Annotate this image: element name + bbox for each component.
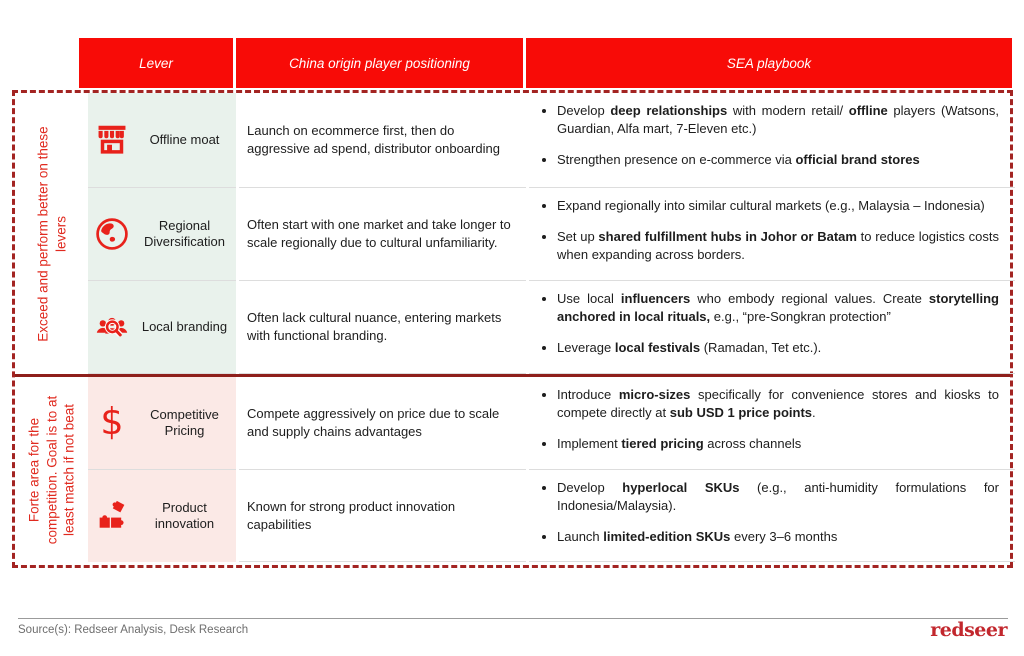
zone-exceed-label-area xyxy=(15,93,88,374)
people-search-icon xyxy=(93,308,131,346)
lever-label: Offline moat xyxy=(149,131,220,147)
playbook-bullet: • Develop hyperlocal SKUs (e.g., anti-humidity formulations for Indonesia/Malaysia). xyxy=(557,479,999,515)
redseer-logo: redseer xyxy=(930,619,1007,641)
positioning-cell: Often lack cultural nuance, entering markets with functional branding. xyxy=(239,281,526,374)
lever-cell xyxy=(88,188,236,281)
positioning-cell: Often start with one market and take longer to scale regionally due to cultural unfamiliarity. xyxy=(239,188,526,281)
playbook-bullet: • Leverage local festivals (Ramadan, Tet etc.). xyxy=(557,339,999,357)
footer-divider xyxy=(18,618,1008,619)
table-row xyxy=(88,188,1015,281)
playbook-bullet: • Set up shared fulfillment hubs in Johor or Batam to reduce logistics costs when expanding across borders. xyxy=(557,228,999,264)
dollar-icon xyxy=(93,404,131,442)
table-row xyxy=(88,281,1015,374)
header-china-positioning: China origin player positioning xyxy=(236,38,523,88)
storefront-icon xyxy=(93,121,131,159)
playbook-bullet: • Introduce micro-sizes specifically for convenience stores and kiosks to compete directly at sub USD 1 price points. xyxy=(557,386,999,422)
lever-cell xyxy=(88,470,236,562)
playbook-bullet: • Strengthen presence on e-commerce via official brand stores xyxy=(557,151,999,169)
zone-forte-label: Forte area for the competition. Goal is to at least match if not beat xyxy=(26,395,77,544)
playbook-cell xyxy=(529,470,1015,562)
table-header xyxy=(79,38,1012,88)
table-row xyxy=(88,377,1015,470)
lever-cell xyxy=(88,93,236,188)
table-row xyxy=(88,470,1015,562)
lever-label: Product innovation xyxy=(154,499,215,531)
lever-label: Local branding xyxy=(141,318,228,334)
source-note: Source(s): Redseer Analysis, Desk Research xyxy=(18,624,249,636)
globe-asia-icon xyxy=(93,215,131,253)
playbook-cell xyxy=(529,93,1015,188)
lever-label: Regional Diversification xyxy=(144,217,225,249)
playbook-cell xyxy=(529,377,1015,470)
zone-exceed-label: Exceed and perform better on these levers xyxy=(34,125,68,342)
puzzle-icon xyxy=(93,497,131,535)
svg-text:$: $ xyxy=(99,404,124,442)
header-sea-playbook: SEA playbook xyxy=(526,38,1012,88)
playbook-bullet: • Implement tiered pricing across channels xyxy=(557,435,999,453)
playbook-bullet: • Launch limited-edition SKUs every 3–6 months xyxy=(557,528,999,546)
lever-cell xyxy=(88,281,236,374)
playbook-bullet: • Expand regionally into similar cultural markets (e.g., Malaysia – Indonesia) xyxy=(557,197,999,215)
zone-forte-label-area xyxy=(15,377,88,562)
table-body-frame xyxy=(12,90,1013,568)
lever-cell xyxy=(88,377,236,470)
header-lever: Lever xyxy=(79,38,233,88)
playbook-cell xyxy=(529,188,1015,281)
table-row xyxy=(88,93,1015,188)
playbook-bullet: • Develop deep relationships with modern retail/ offline players (Watsons, Guardian, Alfa mart, 7-Eleven etc.) xyxy=(557,102,999,138)
lever-label: Competitive Pricing xyxy=(150,406,219,438)
positioning-cell: Known for strong product innovation capabilities xyxy=(239,470,526,562)
playbook-bullet: • Use local influencers who embody regional values. Create storytelling anchored in local rituals, e.g., “pre-Songkran protection” xyxy=(557,290,999,326)
playbook-cell xyxy=(529,281,1015,374)
table-body xyxy=(88,93,1015,562)
positioning-cell: Launch on ecommerce first, then do aggressive ad spend, distributor onboarding xyxy=(239,93,526,188)
positioning-cell: Compete aggressively on price due to scale and supply chains advantages xyxy=(239,377,526,470)
